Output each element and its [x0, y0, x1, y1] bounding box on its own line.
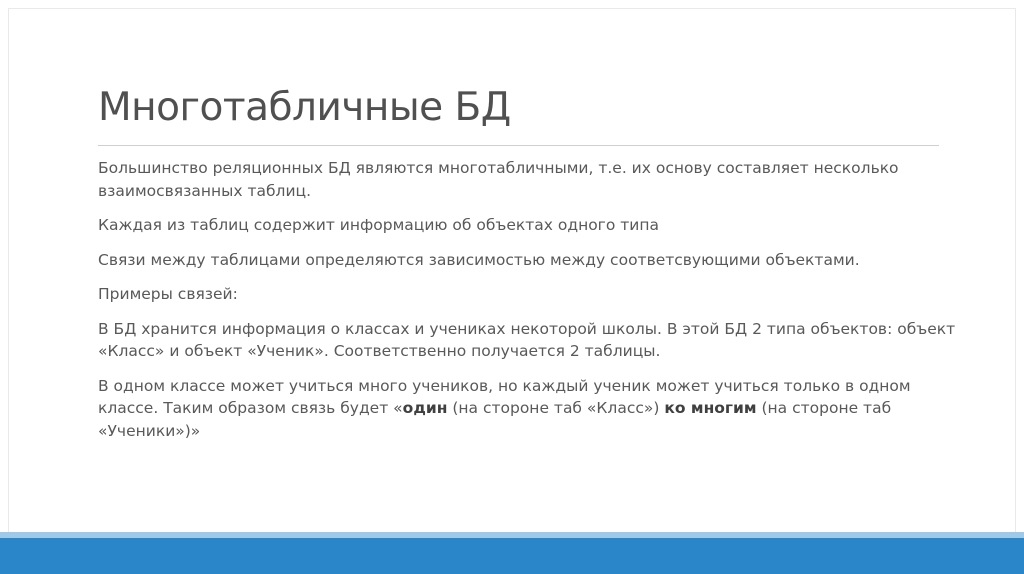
paragraph-6-part-3: (на стороне таб «Ученики»)»: [98, 399, 892, 440]
slide-body: [98, 157, 958, 454]
paragraph-3: Связи между таблицами определяются зависимостью между соответсвующими объектами.: [98, 250, 860, 269]
paragraph-5: В БД хранится информация о классах и учениках некоторой школы. В этой БД 2 типа объектов: объект «Класс» и объект «Ученик». Соответственно получается 2 таблицы.: [98, 319, 956, 360]
paragraph-6-part-2: (на стороне таб «Класс»): [447, 399, 665, 417]
footer-bar: [0, 538, 1024, 574]
paragraph-6: [98, 375, 958, 443]
paragraph-1: Большинство реляционных БД являются многотабличными, т.е. их основу составляет несколько взаимосвязанных таблиц.: [98, 159, 899, 200]
paragraph-2: Каждая из таблиц содержит информацию об объектах одного типа: [98, 216, 659, 234]
paragraph-6-bold-one: один: [402, 399, 448, 417]
paragraph-4: Примеры связей:: [98, 285, 238, 303]
title-divider: [98, 145, 939, 146]
paragraph-6-bold-many: ко многим: [664, 399, 757, 417]
slide-title: Многотабличные БД: [98, 85, 511, 130]
paragraph-6-part-1: В одном классе может учиться много учеников, но каждый ученик может учиться только в одном классе. Таким образом связь будет «: [98, 376, 911, 417]
